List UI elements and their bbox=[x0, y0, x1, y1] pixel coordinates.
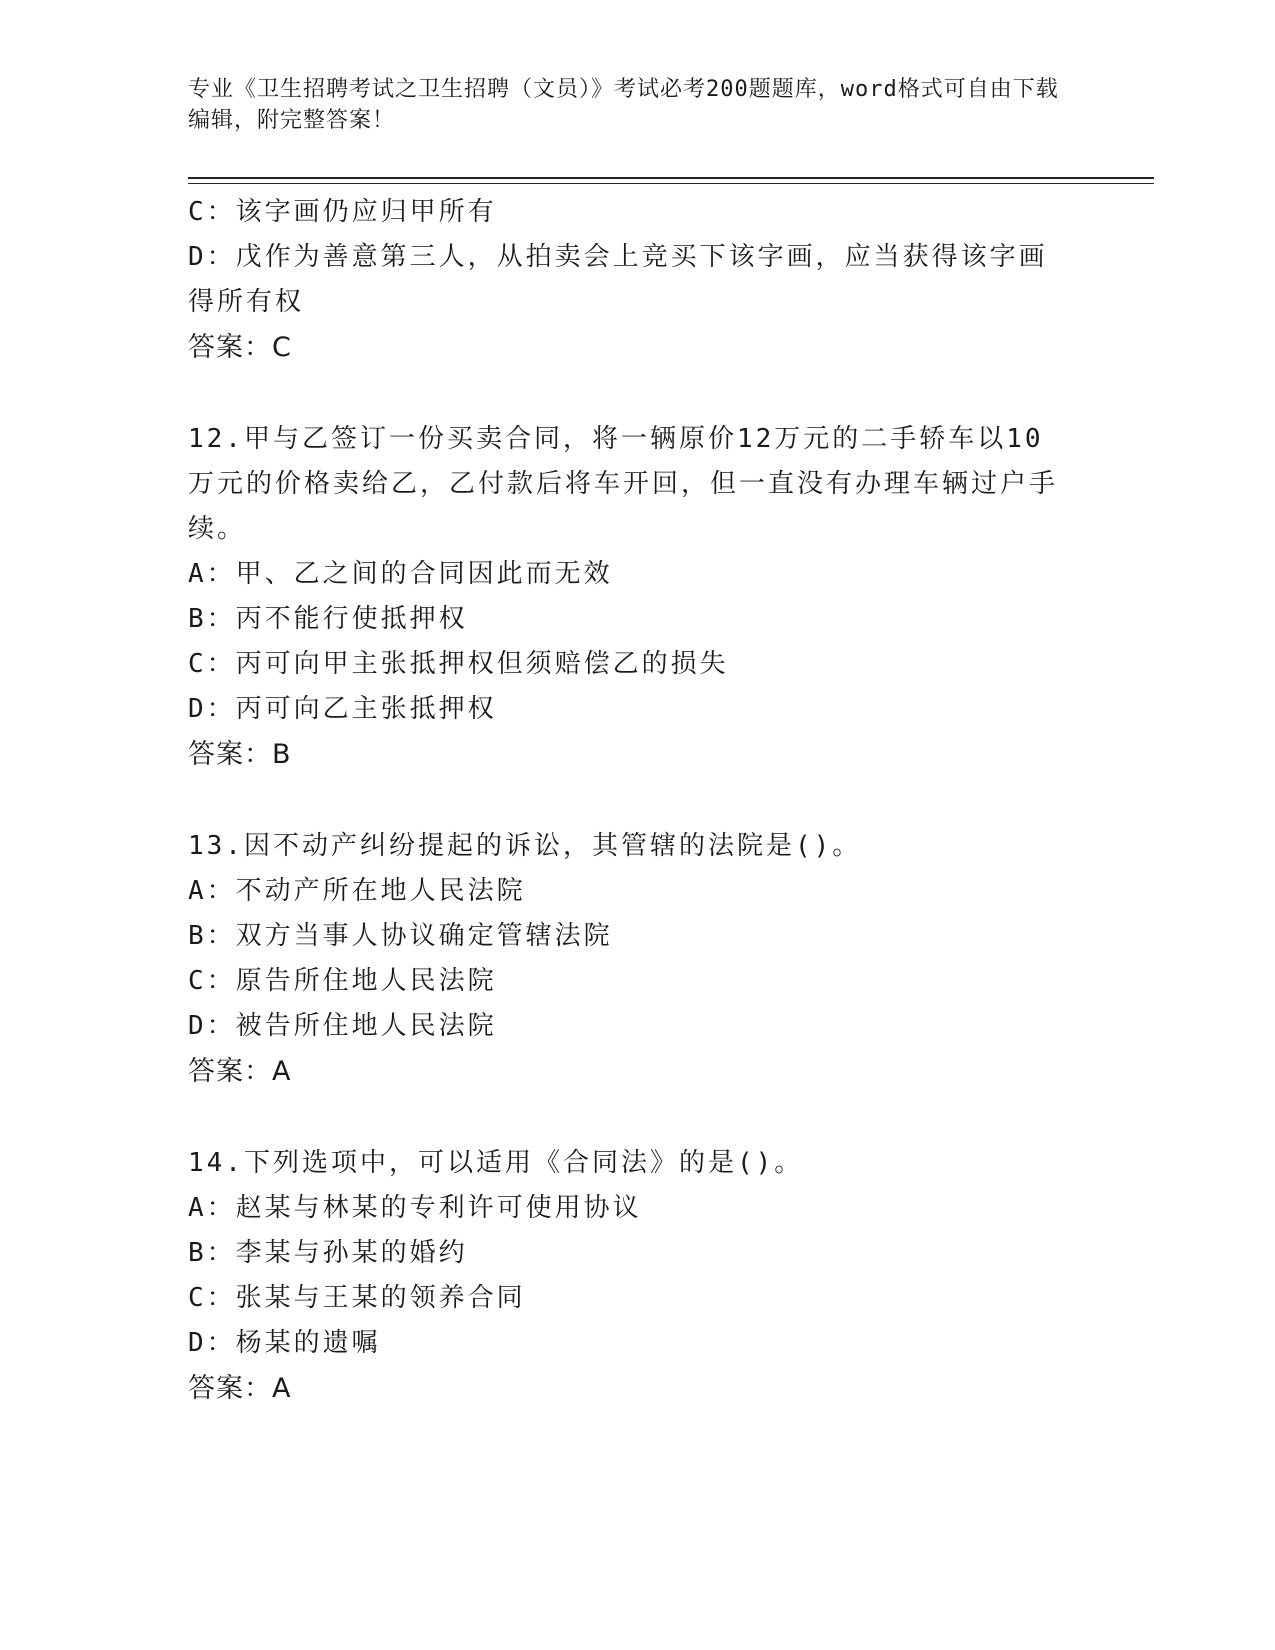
header-divider bbox=[188, 177, 1154, 179]
question-block-11 bbox=[188, 190, 1068, 370]
option-a: A：赵某与林某的专利许可使用协议 bbox=[188, 1193, 642, 1223]
question-block-13 bbox=[188, 824, 1068, 1094]
header-divider-thin bbox=[188, 183, 1154, 184]
question-stem: 14.下列选项中，可以适用《合同法》的是()。 bbox=[188, 1148, 804, 1178]
option-b: B：丙不能行使抵押权 bbox=[188, 604, 468, 634]
option-a: A：甲、乙之间的合同因此而无效 bbox=[188, 559, 613, 589]
answer-label: 答案：C bbox=[188, 332, 292, 363]
spacer bbox=[188, 1094, 1068, 1141]
question-stem: 12.甲与乙签订一份买卖合同，将一辆原价12万元的二手轿车以10万元的价格卖给乙，乙付款后将车开回，但一直没有办理车辆过户手续。 bbox=[188, 424, 1059, 544]
option-c: C：原告所住地人民法院 bbox=[188, 966, 497, 996]
spacer bbox=[188, 777, 1068, 824]
option-c: C：该字画仍应归甲所有 bbox=[188, 197, 497, 227]
option-d: D：被告所住地人民法院 bbox=[188, 1011, 497, 1041]
option-c: C：张某与王某的领养合同 bbox=[188, 1283, 526, 1313]
option-b: B：双方当事人协议确定管辖法院 bbox=[188, 921, 613, 951]
question-stem: 13.因不动产纠纷提起的诉讼，其管辖的法院是()。 bbox=[188, 831, 862, 861]
option-a: A：不动产所在地人民法院 bbox=[188, 876, 526, 906]
question-block-12 bbox=[188, 417, 1068, 777]
question-block-14 bbox=[188, 1141, 1068, 1411]
option-d: D：杨某的遗嘱 bbox=[188, 1328, 381, 1358]
answer-label: 答案：A bbox=[188, 1373, 292, 1404]
spacer bbox=[188, 370, 1068, 417]
document-body bbox=[188, 190, 1068, 1411]
document-header: 专业《卫生招聘考试之卫生招聘（文员）》考试必考200题题库，word格式可自由下载编辑，附完整答案！ bbox=[188, 77, 1059, 133]
answer-label: 答案：A bbox=[188, 1056, 292, 1087]
option-d: D：丙可向乙主张抵押权 bbox=[188, 694, 497, 724]
option-c: C：丙可向甲主张抵押权但须赔偿乙的损失 bbox=[188, 649, 729, 679]
option-d: D：戊作为善意第三人，从拍卖会上竞买下该字画，应当获得该字画得所有权 bbox=[188, 242, 1048, 317]
option-b: B：李某与孙某的婚约 bbox=[188, 1238, 468, 1268]
answer-label: 答案：B bbox=[188, 739, 292, 770]
